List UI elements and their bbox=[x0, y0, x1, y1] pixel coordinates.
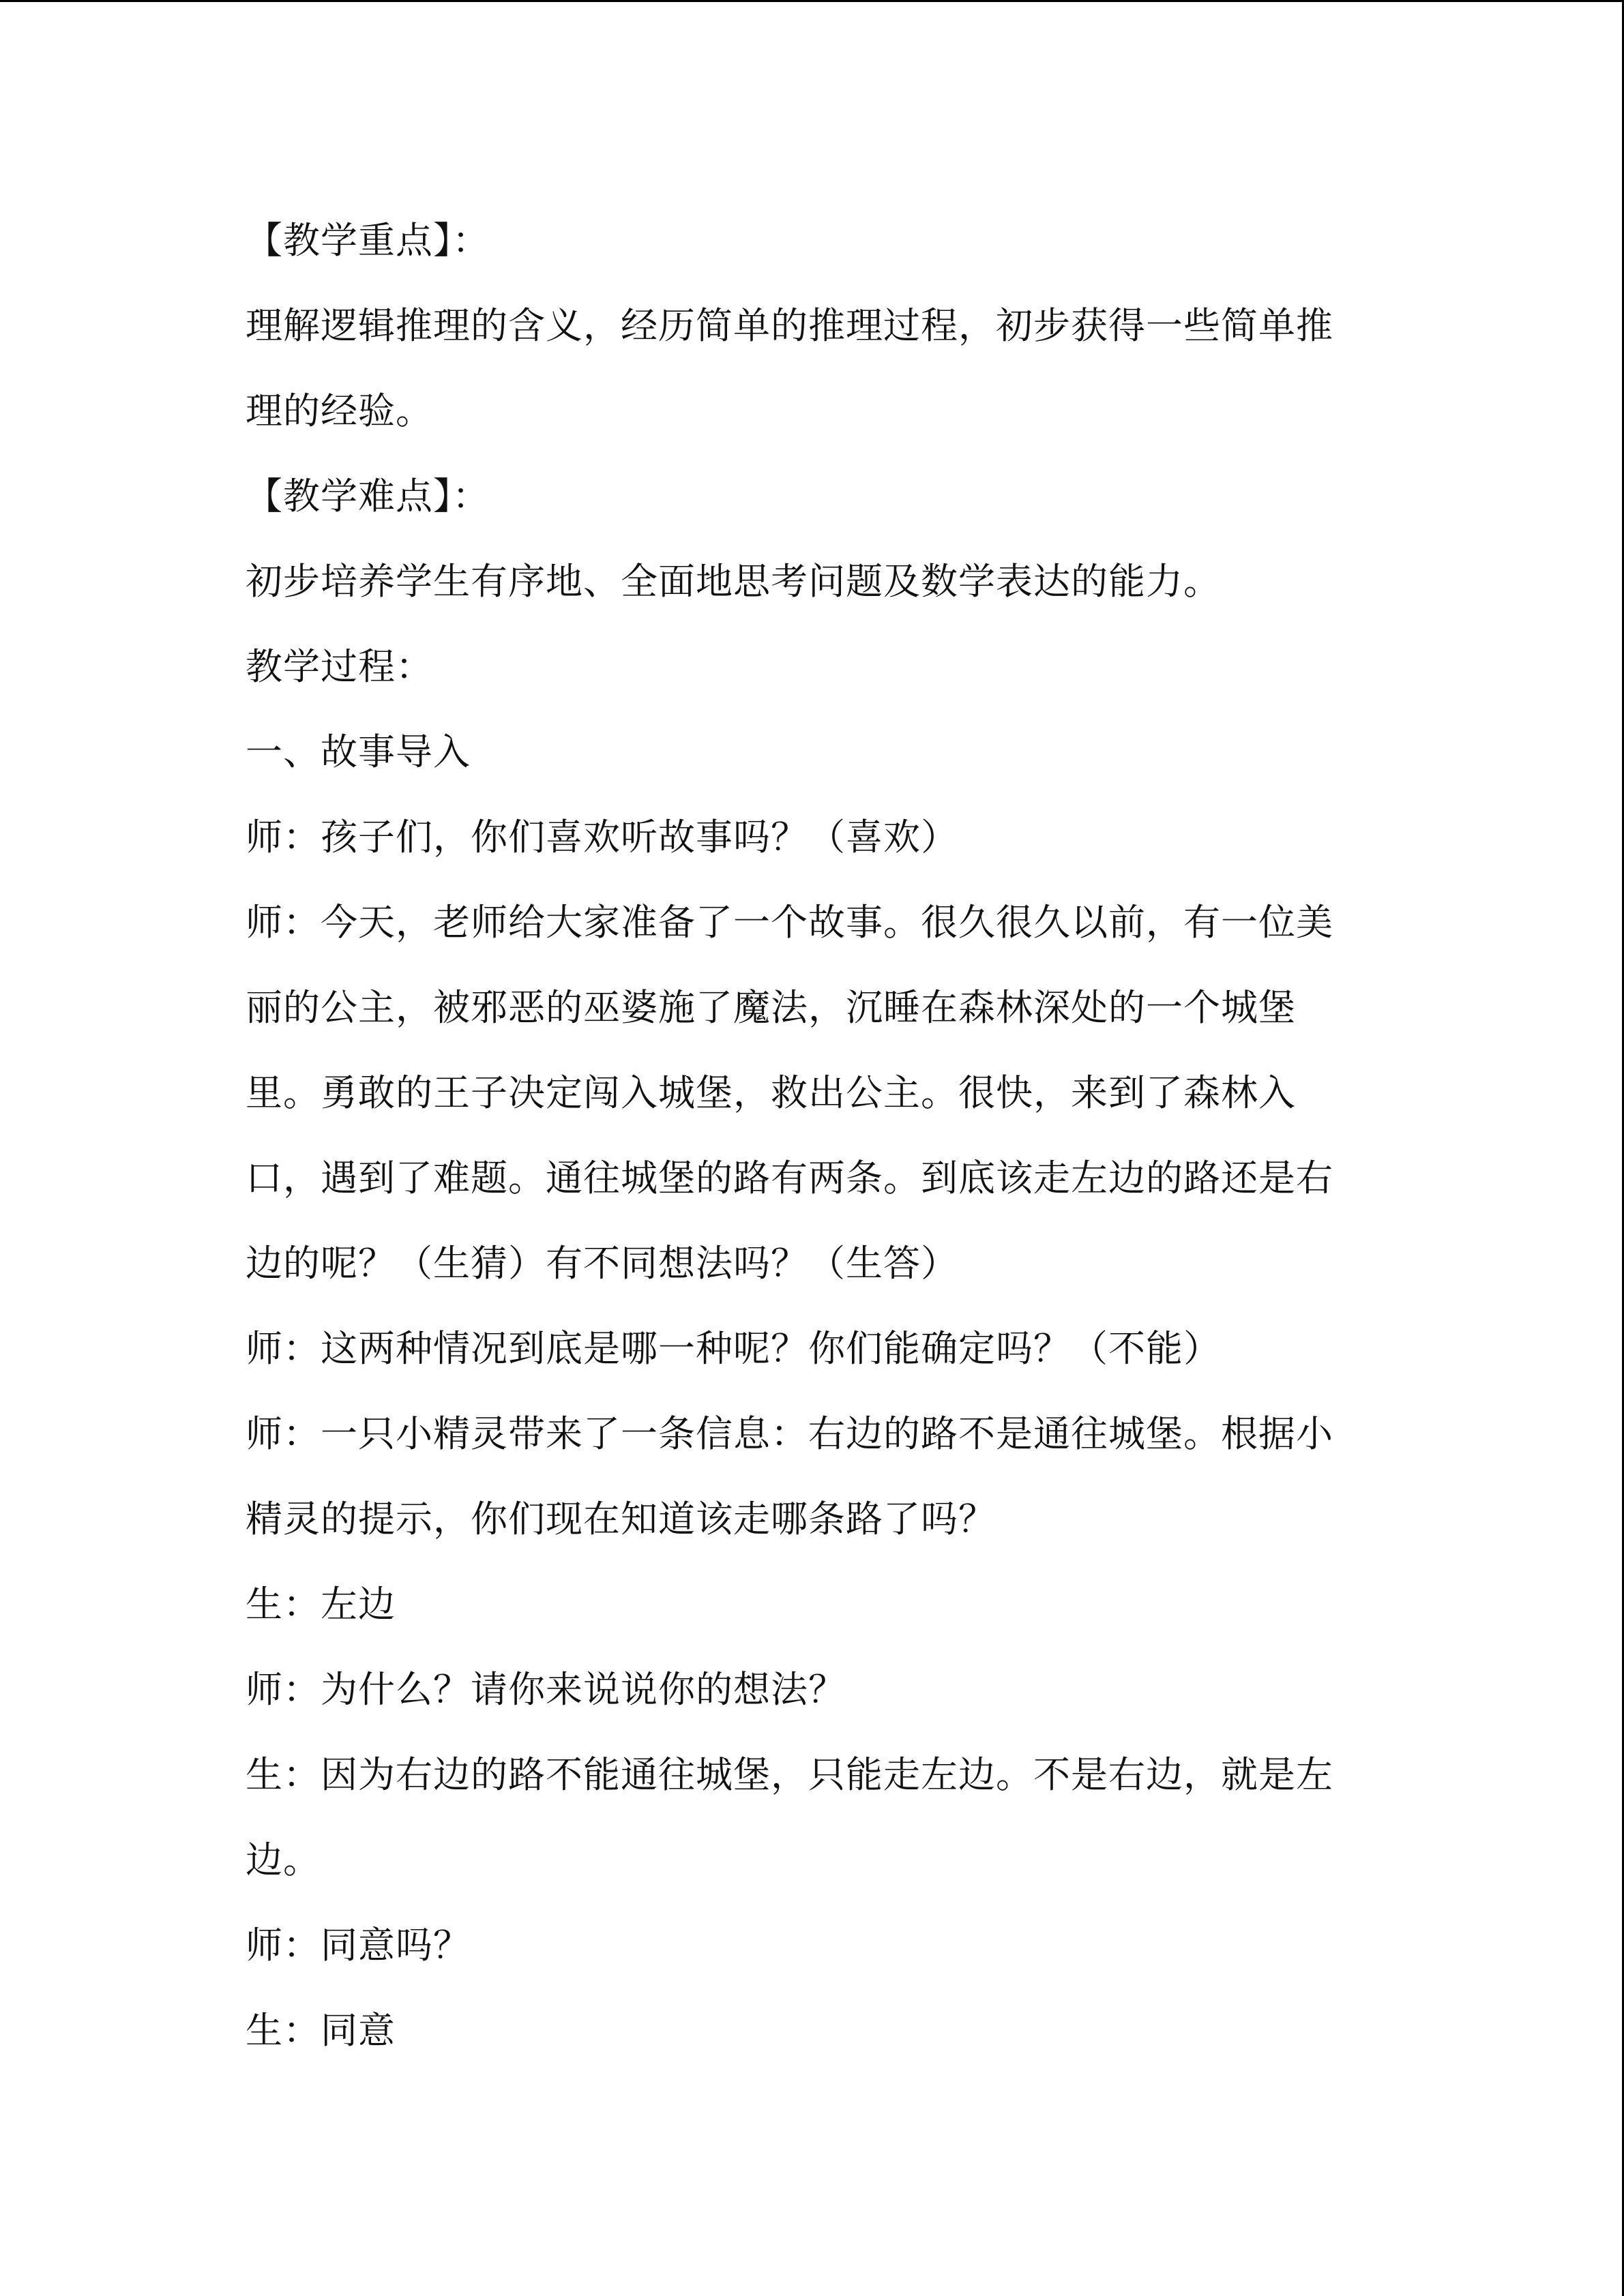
dialogue-line: 生：左边 bbox=[246, 1583, 396, 1626]
paragraph-line: 理解逻辑推理的含义，经历简单的推理过程，初步获得一些简单推 bbox=[246, 304, 1333, 347]
dialogue-line: 生：同意 bbox=[246, 2009, 396, 2052]
paragraph-line: 理的经验。 bbox=[246, 389, 433, 432]
dialogue-line: 边的呢？（生猜）有不同想法吗？（生答） bbox=[246, 1242, 958, 1285]
dialogue-line: 师：为什么？请你来说说你的想法？ bbox=[246, 1668, 846, 1711]
dialogue-line: 师：这两种情况到底是哪一种呢？你们能确定吗？（不能） bbox=[246, 1327, 1221, 1370]
section-heading: 一、故事导入 bbox=[246, 730, 471, 773]
heading-teaching-difficulty: 【教学难点】： bbox=[246, 475, 490, 518]
dialogue-line: 师：同意吗？ bbox=[246, 1924, 471, 1967]
heading-teaching-process: 教学过程： bbox=[246, 645, 433, 688]
dialogue-line: 边。 bbox=[246, 1838, 321, 1881]
dialogue-line: 口，遇到了难题。通往城堡的路有两条。到底该走左边的路还是右 bbox=[246, 1157, 1333, 1199]
dialogue-line: 师：一只小精灵带来了一条信息：右边的路不是通往城堡。根据小 bbox=[246, 1412, 1333, 1455]
heading-teaching-focus: 【教学重点】： bbox=[246, 219, 490, 262]
dialogue-line: 里。勇敢的王子决定闯入城堡，救出公主。很快，来到了森林入 bbox=[246, 1071, 1296, 1114]
dialogue-line: 丽的公主，被邪恶的巫婆施了魔法，沉睡在森林深处的一个城堡 bbox=[246, 986, 1296, 1029]
dialogue-line: 师：今天，老师给大家准备了一个故事。很久很久以前，有一位美 bbox=[246, 901, 1333, 944]
dialogue-line: 师：孩子们，你们喜欢听故事吗？（喜欢） bbox=[246, 816, 958, 859]
dialogue-line: 精灵的提示，你们现在知道该走哪条路了吗？ bbox=[246, 1497, 996, 1540]
paragraph-line: 初步培养学生有序地、全面地思考问题及数学表达的能力。 bbox=[246, 560, 1221, 603]
document-body bbox=[246, 215, 1405, 2090]
dialogue-line: 生：因为右边的路不能通往城堡，只能走左边。不是右边，就是左 bbox=[246, 1753, 1333, 1796]
